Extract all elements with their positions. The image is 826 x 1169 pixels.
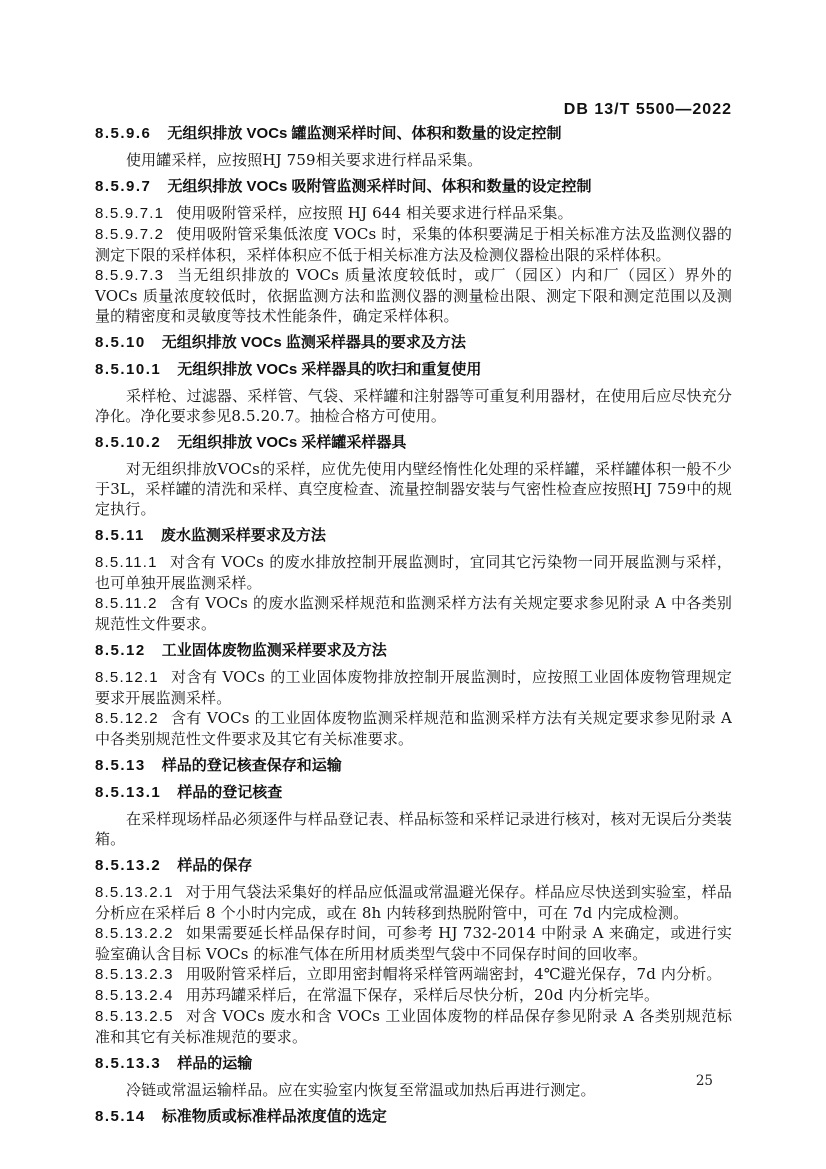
section-title: 无组织排放 VOCs 吸附管监测采样时间、体积和数量的设定控制: [167, 178, 592, 195]
section-heading: [95, 1107, 732, 1127]
section-heading: [95, 177, 732, 197]
paragraph-text: 采样枪、过滤器、采样管、气袋、采样罐和注射器等可重复利用器材，在使用后应尽快充分净化。净化要求参见8.5.20.7。抽检合格方可使用。: [95, 387, 733, 425]
paragraph-text: 用苏玛罐采样后，在常温下保存，采样后尽快分析，20d 内分析完毕。: [185, 986, 660, 1004]
paragraph-text: 使用吸附管采集低浓度 VOCs 时，采集的体积要满足于相关标准方法及监测仪器的测定下限的采样体积，采样体积应不低于相关标准方法及检测仪器检出限的采样体积。: [95, 225, 732, 264]
clause-number: 8.5.12.1: [95, 669, 159, 686]
paragraph-text: 使用吸附管采样，应按照 HJ 644 相关要求进行样品采集。: [176, 204, 573, 222]
numbered-paragraph: [95, 203, 732, 224]
paragraph-text: 含有 VOCs 的废水监测采样规范和监测采样方法有关规定要求参见附录 A 中各类别规范性文件要求。: [95, 594, 732, 633]
section-number: 8.5.9.7: [95, 178, 152, 195]
clause-number: 8.5.9.7.2: [95, 226, 165, 243]
numbered-paragraph: [95, 964, 732, 985]
section-heading: [95, 333, 732, 353]
section-title: 标准物质或标准样品浓度值的选定: [161, 1108, 387, 1125]
clause-number: 8.5.9.7.1: [95, 205, 165, 222]
clause-number: 8.5.12.2: [95, 710, 159, 727]
section-title: 样品的运输: [177, 1055, 253, 1072]
section-number: 8.5.13.3: [95, 1055, 162, 1072]
section-number: 8.5.13.2: [95, 857, 162, 874]
document-body: [95, 117, 732, 1133]
section-title: 无组织排放 VOCs 采样器具的吹扫和重复使用: [177, 361, 482, 378]
section-title: 样品的登记核查保存和运输: [161, 757, 342, 774]
paragraph-text: 对于用气袋法采集好的样品应低温或常温避光保存。样品应尽快送到实验室，样品分析应在采样后 8 个小时内完成，或在 8h 内转移到热脱附管中，可在 7d 内完成检测。: [95, 883, 732, 922]
paragraph-text: 用吸附管采样后，立即用密封帽将采样管两端密封，4℃避光保存，7d 内分析。: [185, 965, 722, 983]
numbered-paragraph: [95, 708, 732, 749]
section-title: 无组织排放 VOCs 采样罐采样器具: [177, 434, 407, 451]
numbered-paragraph: [95, 667, 732, 708]
section-number: 8.5.9.6: [95, 125, 152, 142]
section-heading: [95, 856, 732, 876]
numbered-paragraph: [95, 985, 732, 1006]
clause-number: 8.5.13.2.2: [95, 925, 174, 942]
numbered-paragraph: [95, 882, 732, 923]
section-heading: [95, 783, 732, 803]
section-number: 8.5.13.1: [95, 784, 162, 801]
section-heading: [95, 360, 732, 380]
numbered-paragraph: [95, 593, 732, 634]
section-title: 无组织排放 VOCs 罐监测采样时间、体积和数量的设定控制: [167, 125, 562, 142]
indented-paragraph: [95, 809, 732, 849]
clause-number: 8.5.13.2.1: [95, 884, 174, 901]
section-heading: [95, 641, 732, 661]
indented-paragraph: [95, 150, 732, 170]
clause-number: 8.5.13.2.3: [95, 966, 174, 983]
section-title: 无组织排放 VOCs 监测采样器具的要求及方法: [161, 334, 466, 351]
numbered-paragraph: [95, 265, 732, 326]
indented-paragraph: [95, 459, 732, 519]
section-title: 样品的保存: [177, 857, 253, 874]
clause-number: 8.5.9.7.3: [95, 267, 165, 284]
indented-paragraph: [95, 386, 732, 426]
section-number: 8.5.10.2: [95, 434, 162, 451]
clause-number: 8.5.13.2.5: [95, 1008, 174, 1025]
numbered-paragraph: [95, 923, 732, 964]
section-heading: [95, 433, 732, 453]
section-number: 8.5.12: [95, 642, 146, 659]
standard-number: DB 13/T 5500—2022: [563, 101, 732, 118]
paragraph-text: 对含有 VOCs 的废水排放控制开展监测时，宜同其它污染物一同开展监测与采样，也可单独开展监测采样。: [95, 553, 732, 592]
paragraph-text: 使用罐采样，应按照HJ 759相关要求进行样品采集。: [126, 151, 483, 169]
section-number: 8.5.11: [95, 527, 145, 544]
clause-number: 8.5.11.2: [95, 595, 158, 612]
paragraph-text: 如果需要延长样品保存时间，可参考 HJ 732-2014 中附录 A 来确定，或进行实验室确认含目标 VOCs 的标准气体在所用材质类型气袋中不同保存时间的回收率。: [95, 924, 732, 963]
clause-number: 8.5.11.1: [95, 554, 158, 571]
paragraph-text: 含有 VOCs 的工业固体废物监测采样规范和监测采样方法有关规定要求参见附录 A 中各类别规范性文件要求及其它有关标准要求。: [95, 709, 732, 748]
section-title: 样品的登记核查: [177, 784, 283, 801]
page-number: 25: [695, 1073, 713, 1089]
paragraph-text: 在采样现场样品必须逐件与样品登记表、样品标签和采样记录进行核对，核对无误后分类装箱。: [95, 810, 733, 848]
paragraph-text: 对含 VOCs 废水和含 VOCs 工业固体废物的样品保存参见附录 A 各类别规范标准和其它有关标准规范的要求。: [95, 1007, 732, 1046]
section-number: 8.5.13: [95, 757, 146, 774]
paragraph-text: 对无组织排放VOCs的采样，应优先使用内壁经惰性化处理的采样罐，采样罐体积一般不少于3L，采样罐的清洗和采样、真空度检查、流量控制器安装与气密性检查应按照HJ 759中的规定执行。: [95, 460, 732, 518]
section-number: 8.5.10: [95, 334, 146, 351]
section-number: 8.5.10.1: [95, 361, 162, 378]
section-heading: [95, 124, 732, 144]
paragraph-text: 冷链或常温运输样品。应在实验室内恢复至常温或加热后再进行测定。: [126, 1081, 596, 1099]
clause-number: 8.5.13.2.4: [95, 987, 174, 1004]
section-heading: [95, 1054, 732, 1074]
section-number: 8.5.14: [95, 1108, 146, 1125]
numbered-paragraph: [95, 552, 732, 593]
numbered-paragraph: [95, 224, 732, 265]
section-heading: [95, 756, 732, 776]
section-title: 工业固体废物监测采样要求及方法: [161, 642, 387, 659]
paragraph-text: 当无组织排放的 VOCs 质量浓度较低时，或厂（园区）内和厂（园区）界外的 VOCs 质量浓度较低时，依据监测方法和监测仪器的测量检出限、测定下限和测定范围以及测量的精密度和灵敏度等技术性能条件，确定采样体积。: [95, 266, 732, 325]
paragraph-text: 对含有 VOCs 的工业固体废物排放控制开展监测时，应按照工业固体废物管理规定要求开展监测采样。: [95, 668, 732, 707]
section-heading: [95, 526, 732, 546]
numbered-paragraph: [95, 1006, 732, 1047]
section-title: 废水监测采样要求及方法: [160, 527, 326, 544]
